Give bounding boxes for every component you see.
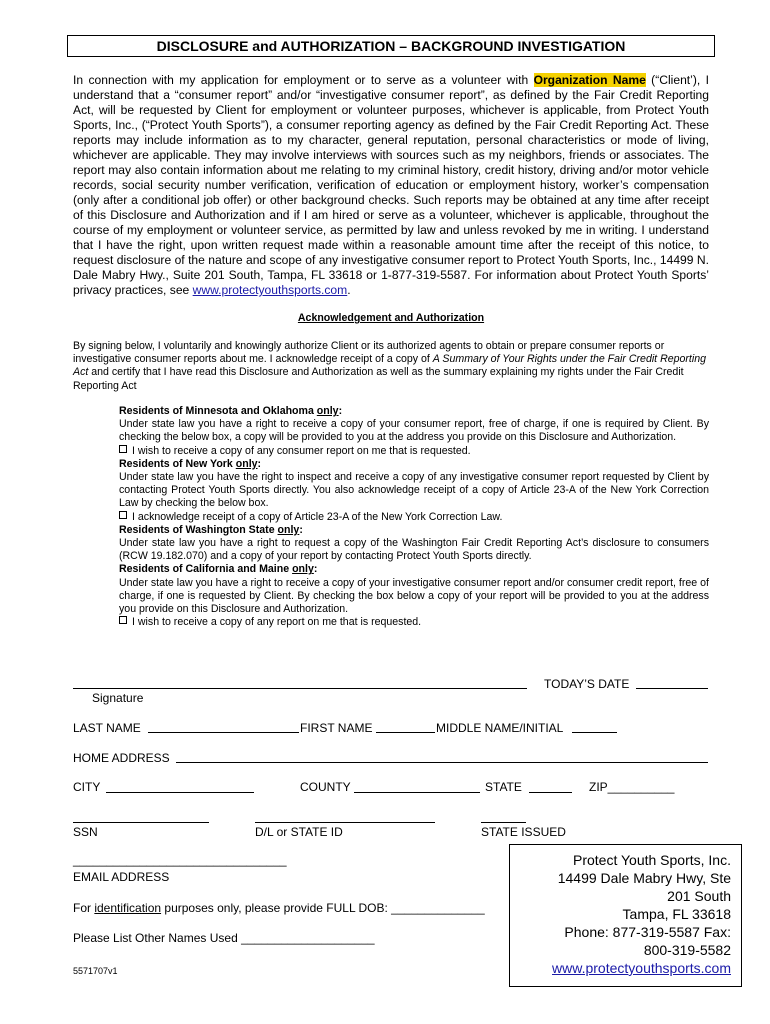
privacy-link[interactable]: www.protectyouthsports.com [192, 283, 348, 297]
acknowledgement-heading: Acknowledgement and Authorization [297, 312, 485, 324]
email-line[interactable]: ________________________________ [73, 853, 287, 867]
checkbox-label: I wish to receive a copy of any report on me that is requested. [132, 616, 422, 629]
checkbox[interactable] [119, 445, 127, 453]
company-fax: 800-319-5582 [643, 942, 731, 958]
state-text: Under state law you have a right to receive a copy of your consumer report, free of charge, if one is required by Client. By checking the below box, a copy will be provided to you at the address you provide on this Disclosure and Authorization. [119, 418, 709, 444]
state-issued-label: STATE ISSUED [481, 825, 566, 839]
intro-text-before: In connection with my application for employment or to serve as a volunteer with [73, 73, 534, 87]
state-heading: Residents of Minnesota and Oklahoma only: [119, 405, 343, 417]
state-checkbox-row[interactable] [119, 445, 709, 458]
last-name-line[interactable] [148, 732, 299, 733]
checkbox-label: I wish to receive a copy of any consumer report on me that is requested. [132, 444, 471, 457]
zip-label: ZIP__________ [589, 780, 675, 794]
document-number: 5571707v1 [73, 966, 118, 976]
state-line[interactable] [529, 792, 572, 793]
company-website-link[interactable]: www.protectyouthsports.com [552, 960, 731, 976]
acknowledgement-paragraph [73, 340, 709, 393]
county-label: COUNTY [300, 780, 351, 794]
email-label: EMAIL ADDRESS [73, 870, 170, 884]
home-address-label: HOME ADDRESS [73, 751, 170, 765]
state-notice [119, 563, 709, 629]
checkbox-label: I acknowledge receipt of a copy of Article 23-A of the New York Correction Law. [132, 510, 503, 523]
dob-field[interactable]: For identification purposes only, please provide FULL DOB: ______________ [73, 901, 485, 915]
state-notices [119, 405, 709, 629]
last-name-label: LAST NAME [73, 721, 141, 735]
intro-end: . [347, 283, 351, 297]
company-phone: Phone: 877-319-5587 Fax: [564, 924, 731, 940]
ack-summary-title: A Summary of Your Rights under the Fair Credit Reporting Act [73, 353, 707, 379]
company-address-box [509, 844, 742, 987]
company-city: Tampa, FL 33618 [622, 906, 731, 922]
state-issued-line[interactable] [481, 822, 526, 823]
city-line[interactable] [106, 792, 254, 793]
state-checkbox-row[interactable] [119, 616, 709, 629]
state-text: Under state law you have a right to request a copy of the Washington Fair Credit Reporting Act’s disclosure to consumers (RCW 19.182.070) and a copy of your report by contacting Protect Youth Sports directly. [119, 537, 709, 563]
checkbox[interactable] [119, 511, 127, 519]
state-notice [119, 458, 709, 524]
state-heading: Residents of California and Maine only: [119, 563, 318, 576]
ssn-label: SSN [73, 825, 98, 839]
dl-label: D/L or STATE ID [255, 825, 343, 839]
state-label: STATE [485, 780, 522, 794]
company-name: Protect Youth Sports, Inc. [573, 852, 731, 868]
county-line[interactable] [354, 792, 480, 793]
todays-date-label: TODAY’S DATE [544, 677, 630, 691]
checkbox[interactable] [119, 616, 127, 624]
home-address-line[interactable] [176, 762, 708, 763]
first-name-line[interactable] [376, 732, 435, 733]
ssn-line[interactable] [73, 822, 209, 823]
zip-blank[interactable]: __________ [607, 780, 675, 794]
first-name-label: FIRST NAME [300, 721, 373, 735]
state-notice [119, 524, 709, 564]
other-names-field[interactable]: Please List Other Names Used ____________________ [73, 931, 375, 945]
state-checkbox-row[interactable] [119, 511, 709, 524]
signature-line[interactable] [73, 688, 527, 689]
todays-date-line[interactable] [636, 688, 708, 689]
ack-text-1: By signing below, I voluntarily and knowingly authorize Client or its authorized agents to obtain or prepare consumer reports or investigative consumer reports about me. I acknowledge receipt of a copy of [73, 340, 665, 366]
state-text: Under state law you have a right to receive a copy of your investigative consumer report and/or consumer credit report, free of charge, if one is requested by Client. By checking the box below a copy of your report will be provided to you at the address you provide on this Disclosure and Authorization. [119, 576, 709, 616]
organization-name-field[interactable]: Organization Name [533, 73, 646, 87]
middle-name-line[interactable] [572, 732, 617, 733]
state-heading: Residents of New York only: [119, 457, 262, 470]
signature-label: Signature [92, 691, 144, 705]
state-notice [119, 405, 709, 458]
intro-paragraph [73, 73, 709, 298]
page-title: DISCLOSURE and AUTHORIZATION – BACKGROUND INVESTIGATION [67, 35, 715, 57]
company-street: 14499 Dale Mabry Hwy, Ste [557, 870, 731, 886]
ack-text-2: and certify that I have read this Disclosure and Authorization as well as the summary explaining my rights under the Fair Credit Reporting Act [73, 366, 684, 392]
intro-text-after: (“Client’), I understand that a “consumer report” and/or “investigative consumer report”, as defined by the Fair Credit Reporting Act, will be requested by Client for employment or volunteer purposes, whichever is applicable, from Protect Youth Sports, Inc., (“Protect Youth Sports”), a consumer reporting agency as defined by the Fair Credit Reporting Act. These reports may include information as to my character, general reputation, personal characteristics or mode of living, whichever are applicable. They may involve interviews with sources such as my neighbors, friends or associates. The report may also contain information about me relating to my criminal history, credit history, driving and/or motor vehicle records, social security number verification, verification of education or employment history, worker’s compensation (only after a conditional job offer) or other background checks. Such reports may be obtained at any time after receipt of this Disclosure and Authorization and if I am hired or serve as a volunteer, whichever is applicable, throughout the course of my employment or volunteer service, as permitted by law and unless revoked by me in writing. I understand that I have the right, upon written request made within a reasonable amount time after the receipt of this notice, to request disclosure of the nature and scope of any investigative consumer report to Protect Youth Sports, Inc., 14499 N. Dale Mabry Hwy., Suite 201 South, Tampa, FL 33618 or 1-877-319-5587. For information about Protect Youth Sports’ privacy practices, see [73, 73, 709, 297]
dl-line[interactable] [255, 822, 435, 823]
state-heading: Residents of Washington State only: [119, 523, 303, 536]
middle-name-label: MIDDLE NAME/INITIAL [436, 721, 564, 735]
state-text: Under state law you have the right to inspect and receive a copy of any investigative consumer report requested by Client by contacting Protect Youth Sports directly. You also acknowledge receipt of a copy of Article 23-A of the New York Correction Law by checking the below box. [119, 471, 709, 510]
company-suite: 201 South [667, 888, 731, 904]
city-label: CITY [73, 780, 101, 794]
